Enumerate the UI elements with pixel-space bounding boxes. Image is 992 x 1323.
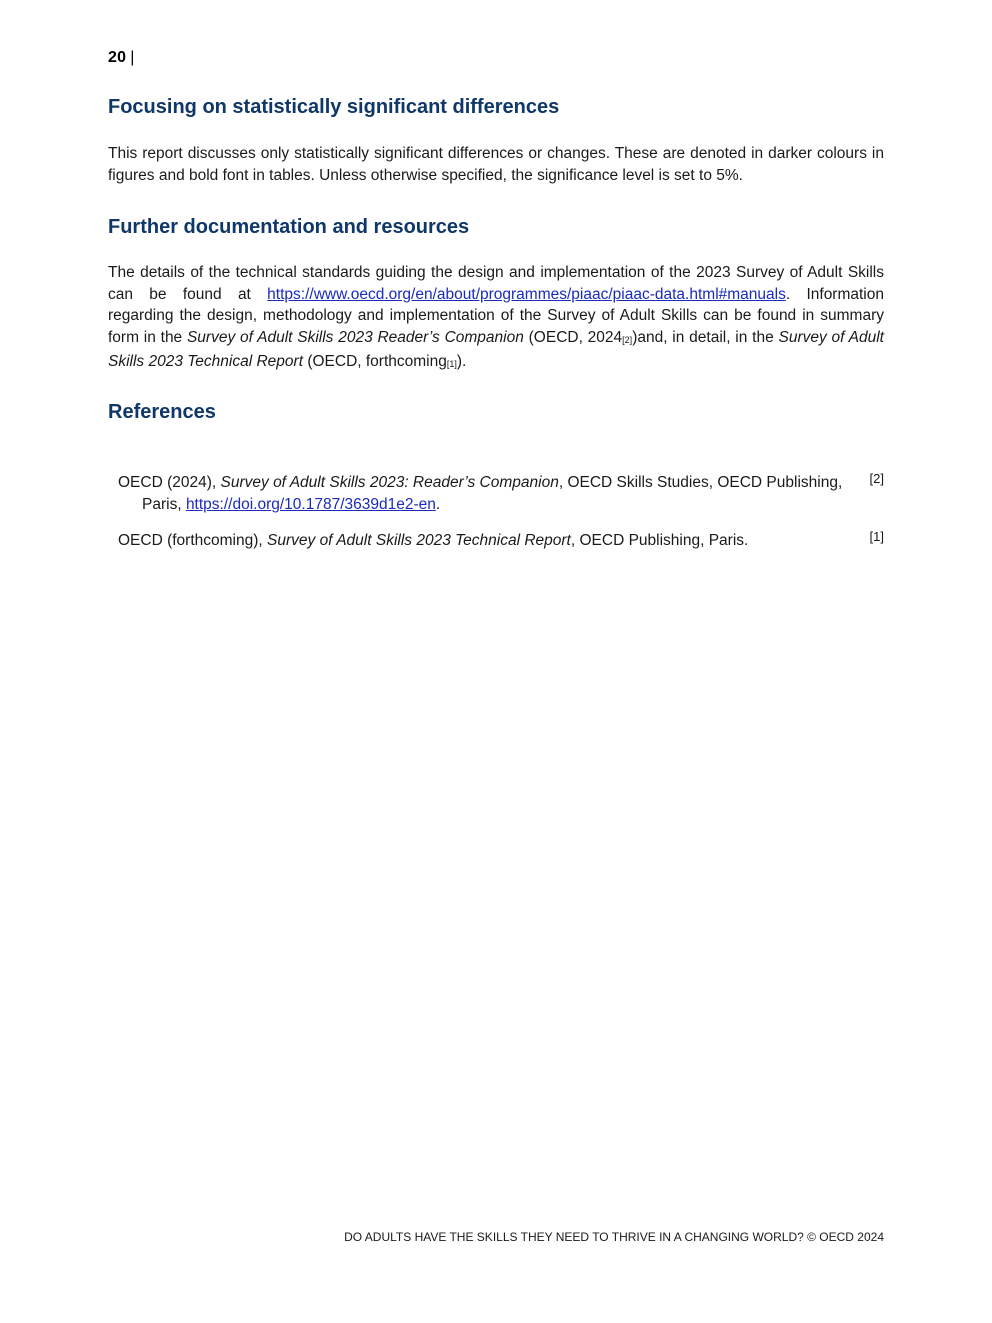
doc-text-3: (OECD, 2024 [523, 328, 623, 346]
references-heading: References [108, 401, 216, 423]
section-heading-significance: Focusing on statistically significant differences [108, 96, 560, 118]
technical-report-title: Survey of Adult Skills 2023 Technical Report [108, 328, 884, 371]
reference-number: [2] [869, 471, 884, 486]
reference-end: . [435, 496, 441, 513]
doc-text-6: ). [456, 353, 467, 371]
doc-text-1: The details of the technical standards guiding the design and implementation of the 2023 Survey of Adult Skills can be found at [108, 264, 884, 303]
citation-companion[interactable]: [2] [622, 334, 633, 345]
reference-title: Survey of Adult Skills 2023: Reader’s Companion [220, 474, 559, 491]
page-number-separator: | [130, 49, 135, 66]
significance-paragraph: This report discusses only statistically significant differences or changes. These are denoted in darker colours in figures and bold font in tables. Unless otherwise specified, the significance level is set to 5%. [108, 145, 884, 184]
reference-item [118, 530, 884, 552]
page-number [108, 49, 135, 67]
reference-title: Survey of Adult Skills 2023 Technical Report [267, 532, 571, 549]
reference-suffix: , OECD Skills Studies, OECD Publishing, Paris, [142, 474, 843, 513]
companion-title: Survey of Adult Skills 2023 Reader’s Companion [186, 328, 524, 346]
doc-text-4: )and, in detail, in the [632, 328, 779, 346]
reference-suffix: , OECD Publishing, Paris. [570, 532, 749, 549]
citation-technical[interactable]: [1] [446, 359, 457, 370]
reference-number: [1] [869, 529, 884, 544]
page-footer: DO ADULTS HAVE THE SKILLS THEY NEED TO THRIVE IN A CHANGING WORLD? © OECD 2024 [344, 1230, 884, 1244]
section-heading-documentation: Further documentation and resources [108, 216, 470, 238]
manuals-link[interactable]: https://www.oecd.org/en/about/programmes/piaac/piaac-data.html#manuals [267, 285, 786, 303]
page-number-value: 20 [108, 49, 127, 66]
documentation-paragraph [108, 262, 884, 376]
reference-prefix: OECD (forthcoming), [118, 532, 268, 549]
doc-text-5: (OECD, forthcoming [303, 353, 447, 371]
doc-text-2: . Information regarding the design, methodology and implementation of the Survey of Adult Skills can be found in summary form in the [108, 285, 884, 346]
doi-link[interactable]: https://doi.org/10.1787/3639d1e2-en [185, 496, 436, 513]
reference-text [118, 530, 847, 552]
reference-prefix: OECD (2024), [118, 474, 221, 491]
reference-text [118, 472, 847, 516]
reference-item [118, 472, 884, 516]
